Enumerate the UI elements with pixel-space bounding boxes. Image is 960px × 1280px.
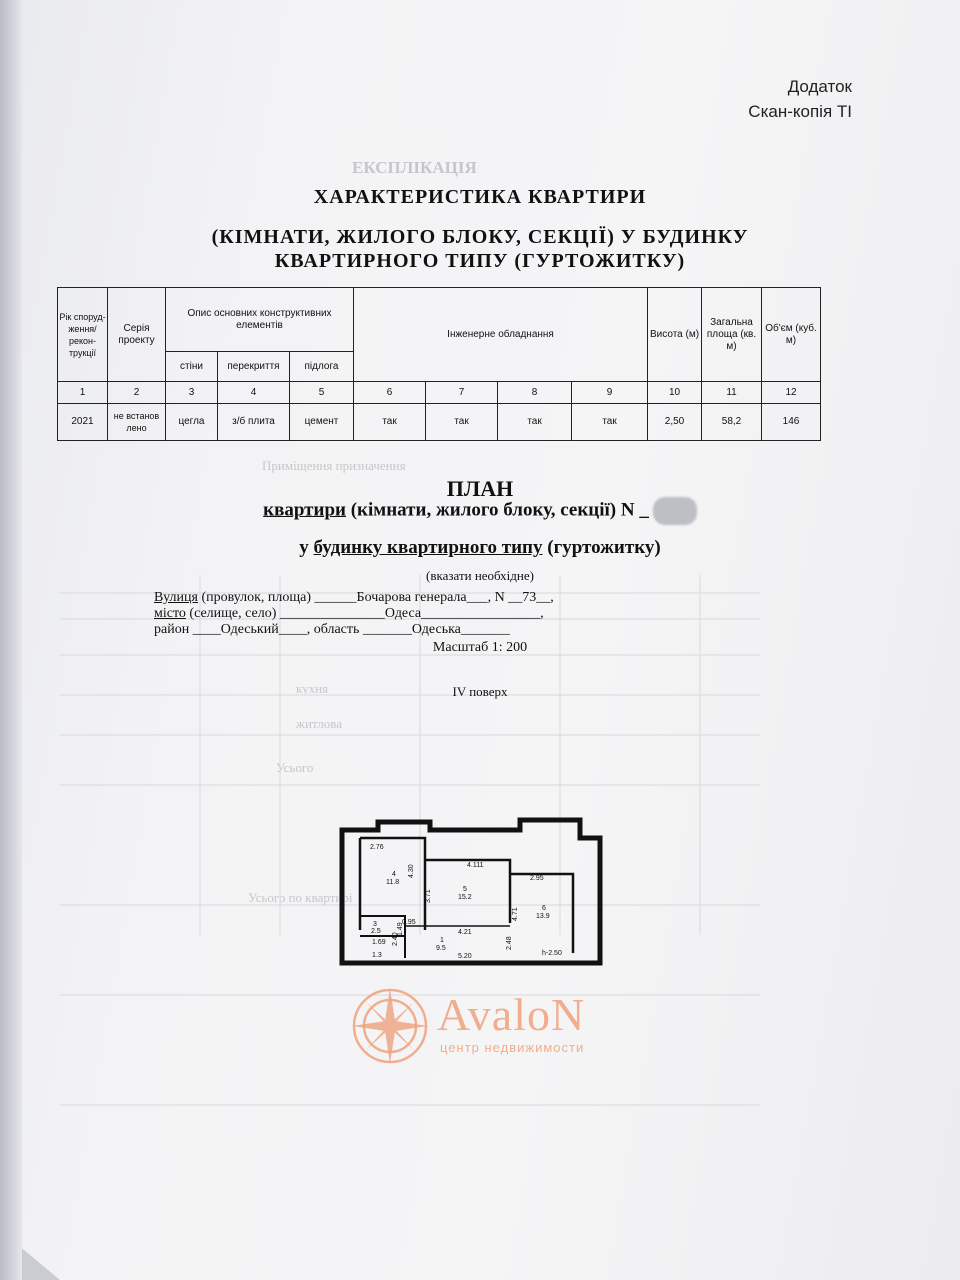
dim-471: 4.71	[512, 907, 519, 921]
col-num: 7	[426, 382, 498, 404]
city-label: місто	[154, 606, 186, 621]
col-num: 1	[58, 382, 108, 404]
ghost-total-apartment: Усього по квартирі	[248, 890, 353, 905]
header-structure: Опис основних конструктивних елементів	[166, 288, 354, 352]
scan-copy-label: Скан-копія ТІ	[748, 102, 852, 121]
col-num: 10	[648, 382, 702, 404]
watermark-brand: AvaloN	[437, 989, 586, 1040]
room4-area: 11.8	[386, 879, 400, 886]
document-header	[748, 74, 852, 124]
cell-floor: цемент	[290, 404, 354, 441]
cell-area: 58,2	[702, 404, 762, 441]
header-slab: перекриття	[218, 352, 290, 382]
cell-gas: так	[572, 404, 648, 441]
ghost-kitchen: кухня	[296, 681, 329, 696]
dim-149: 1.49	[397, 922, 404, 936]
dim-169: 1.69	[372, 939, 386, 946]
col-num: 12	[762, 382, 821, 404]
room5-area: 15.2	[458, 894, 472, 901]
plan-line3-rest: (гуртожитку)	[542, 537, 661, 558]
room6-area: 13.9	[536, 913, 550, 920]
dim-520: 5.20	[458, 953, 472, 960]
cell-height: 2,50	[648, 404, 702, 441]
col-num: 5	[290, 382, 354, 404]
cell-electric: так	[354, 404, 426, 441]
doc-title-line-2: (КІМНАТИ, ЖИЛОГО БЛОКУ, СЕКЦІЇ) У БУДИНКУ	[211, 226, 749, 248]
street-value: (провулок, площа) ______Бочарова генерала___, N __73__,	[197, 590, 554, 605]
plan-subtitle-rest: (кімнати, жилого блоку, секції) N _	[345, 499, 649, 521]
cell-slab: з/б плита	[218, 404, 290, 441]
room5-number: 5	[463, 886, 467, 893]
header-area: Загальна площа (кв. м)	[702, 288, 762, 382]
compass-logo-icon	[348, 984, 432, 1068]
plan-subtitle-apartment: квартири	[263, 499, 346, 521]
cell-volume: 146	[762, 404, 821, 441]
header-floor: підлога	[290, 352, 354, 382]
col-num: 6	[354, 382, 426, 404]
plan-title: ПЛАН	[446, 476, 514, 501]
dim-295: 2.95	[530, 875, 544, 882]
ghost-room-purpose: Приміщення призначення	[262, 458, 406, 473]
redacted-number	[653, 497, 697, 525]
cell-water: так	[426, 404, 498, 441]
plan-floor: IV поверх	[452, 684, 508, 699]
col-num: 11	[702, 382, 762, 404]
dim-240: 2.40	[392, 932, 399, 946]
address-city	[154, 606, 544, 622]
plan-line3-prefix: у	[299, 537, 309, 558]
cell-series: не встанов лено	[108, 404, 166, 441]
floor-plan-drawing	[330, 808, 610, 980]
plan-line3-underlined: будинку квартирного типу	[313, 537, 543, 558]
addendum-label: Додаток	[787, 77, 852, 96]
doc-title-line-1: ХАРАКТЕРИСТИКА КВАРТИРИ	[313, 186, 647, 208]
header-engineering: Інженерне обладнання	[354, 288, 648, 382]
watermark-tagline: центр недвижимости	[440, 1040, 585, 1055]
ghost-total: Усього	[276, 760, 314, 775]
apartment-specs-table	[57, 287, 821, 441]
dim-276: 2.76	[370, 844, 384, 851]
doc-title-line-3: КВАРТИРНОГО ТИПУ (ГУРТОЖИТКУ)	[274, 250, 686, 272]
table-row	[58, 404, 821, 441]
cell-walls: цегла	[166, 404, 218, 441]
plan-subtitle	[0, 497, 960, 525]
room1-area: 9.5	[436, 945, 446, 952]
header-series: Серія проекту	[108, 288, 166, 382]
ghost-explication-title: ЕКСПЛІКАЦІЯ	[352, 158, 477, 177]
ceiling-height: h-2.50	[542, 950, 562, 957]
header-year: Рік споруд-ження/ рекон-трукції	[58, 288, 108, 382]
dim-095: 0.95	[402, 919, 416, 926]
dim-248: 2.48	[506, 936, 513, 950]
room3-area: 2.5	[371, 928, 381, 935]
cell-sewer: так	[498, 404, 572, 441]
header-height: Висота (м)	[648, 288, 702, 382]
plan-note: (вказати необхідне)	[426, 568, 534, 583]
plan-wall-room5	[425, 860, 510, 923]
room4-number: 4	[392, 871, 396, 878]
dim-421: 4.21	[458, 929, 472, 936]
dim-4111: 4.111	[467, 862, 484, 869]
city-value: (селище, село) _______________Одеса_________________,	[185, 606, 544, 621]
col-num: 4	[218, 382, 290, 404]
room6-number: 6	[542, 905, 546, 912]
column-number-row	[58, 382, 821, 404]
col-num: 8	[498, 382, 572, 404]
plan-scale: Масштаб 1: 200	[432, 640, 528, 655]
dim-371: 3.71	[425, 889, 432, 903]
header-volume: Об'єм (куб. м)	[762, 288, 821, 382]
room1-number: 1	[440, 937, 444, 944]
street-label: Вулиця	[154, 590, 198, 605]
col-num: 9	[572, 382, 648, 404]
col-num: 3	[166, 382, 218, 404]
dim-430: 4.30	[408, 864, 415, 878]
room3-number: 3	[373, 921, 377, 928]
col-num: 2	[108, 382, 166, 404]
ghost-living: житлова	[296, 716, 343, 731]
avalon-watermark	[348, 982, 618, 1072]
header-walls: стіни	[166, 352, 218, 382]
address-street	[154, 590, 554, 606]
address-district: район ____Одеський____, область _______Одеська_______	[154, 622, 510, 637]
plan-building-type	[0, 537, 960, 559]
cell-year: 2021	[58, 404, 108, 441]
room2-area: 1.3	[372, 952, 382, 959]
